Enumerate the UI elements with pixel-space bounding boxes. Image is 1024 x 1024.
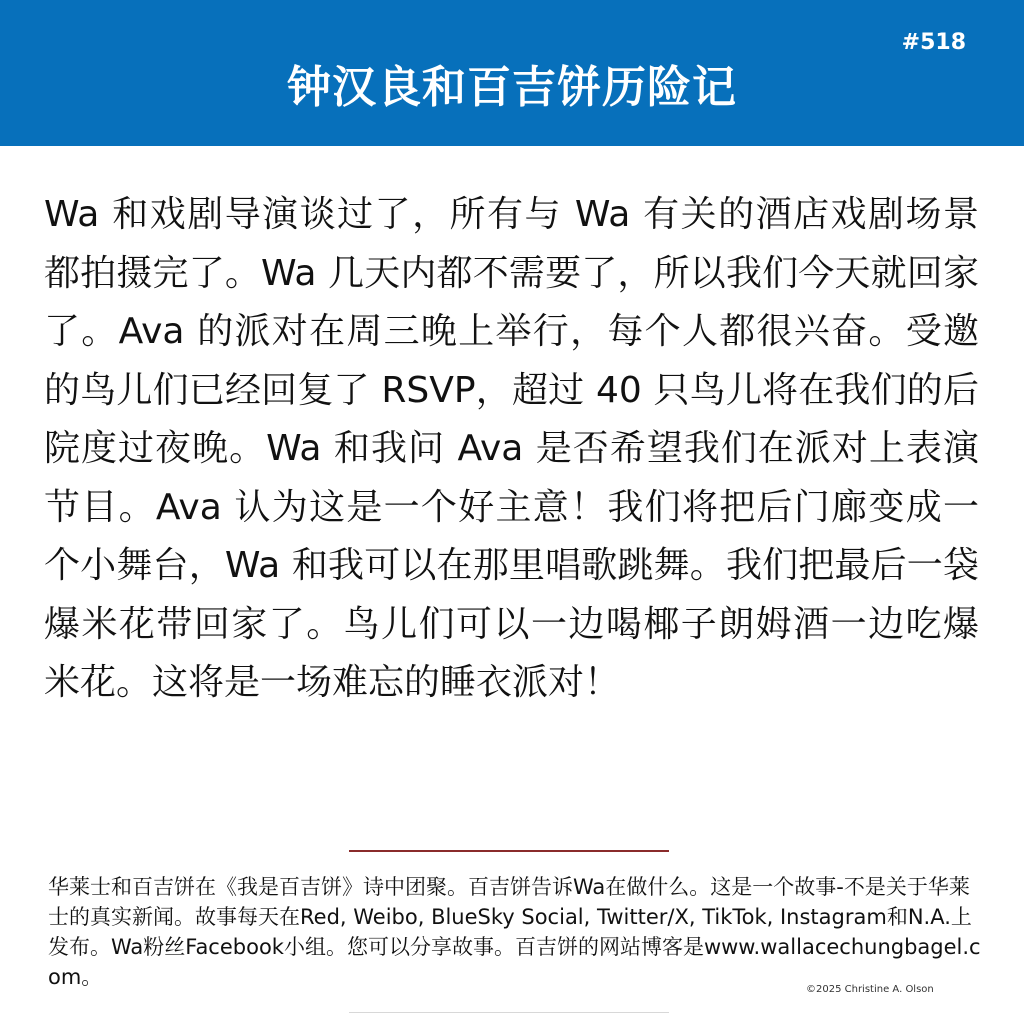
divider (349, 850, 669, 852)
story-text: Wa 和戏剧导演谈过了，所有与 Wa 有关的酒店戏剧场景都拍摄完了。Wa 几天内都不需要了，所以我们今天就回家了。Ava 的派对在周三晚上举行，每个人都很兴奋。受邀的鸟儿们已经回复了 RSVP，超过 40 只鸟儿将在我们的后院度过夜晚。Wa 和我问 Ava 是否希望我们在派对上表演节目。Ava 认为这是一个好主意！我们将把后门廊变成一个小舞台，Wa 和我可以在那里唱歌跳舞。我们把最后一袋爆米花带回家了。鸟儿们可以一边喝椰子朗姆酒一边吃爆米花。这将是一场难忘的睡衣派对！ (44, 194, 979, 703)
header-banner (0, 0, 1024, 146)
footer-caption: 华莱士和百吉饼在《我是百吉饼》诗中团聚。百吉饼告诉Wa在做什么。这是一个故事-不是关于华莱士的真实新闻。故事每天在Red, Weibo, BlueSky Social, Twitter/X, TikTok, Instagram和N.A.上发布。Wa粉丝Facebook小组。您可以分享故事。百吉饼的网站博客是www.wallacechungbagel.com。 (48, 875, 981, 989)
episode-number: #518 (901, 30, 966, 55)
page-title: 钟汉良和百吉饼历险记 (287, 62, 737, 113)
copyright: ©2025 Christine A. Olson (806, 984, 934, 995)
bottom-divider (349, 1012, 669, 1013)
